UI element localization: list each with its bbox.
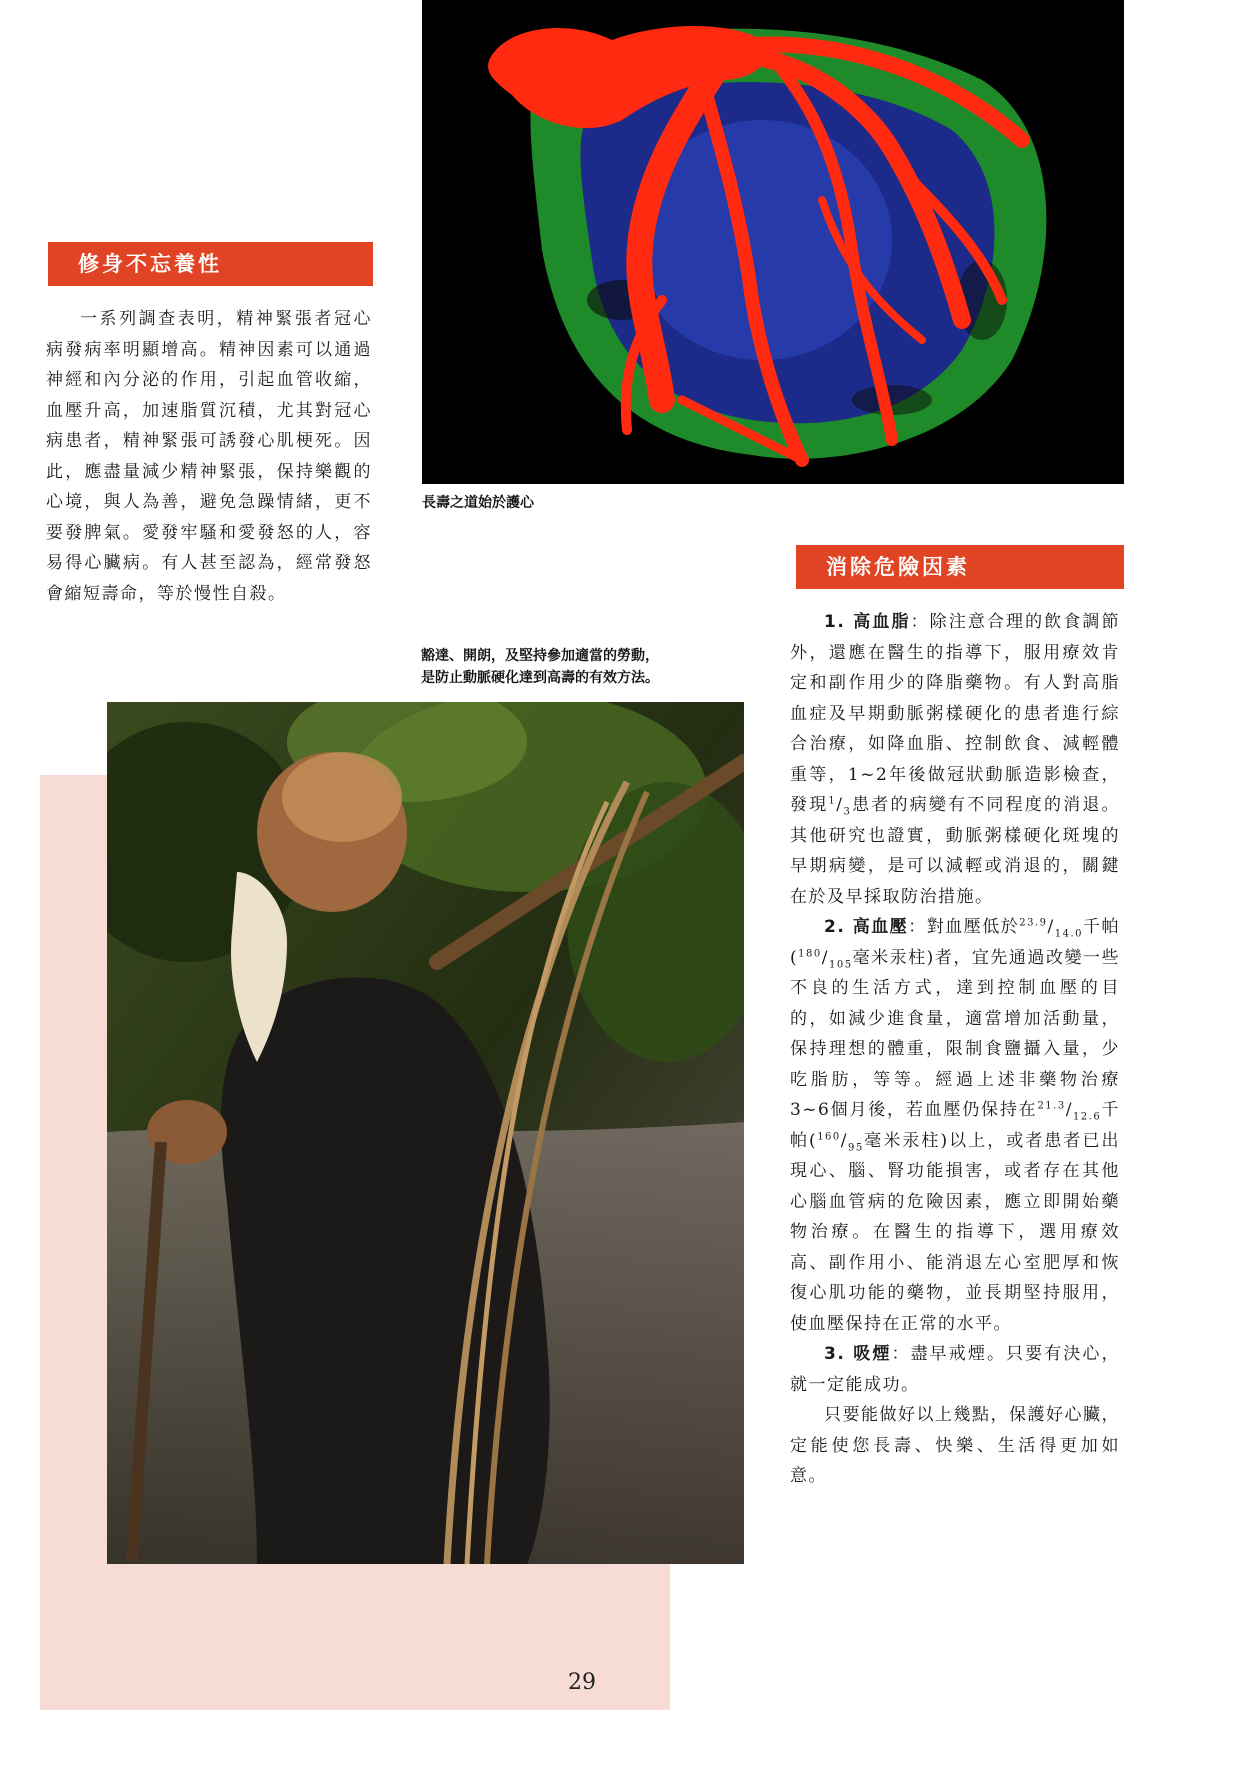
item1-fraction-denominator: 3 xyxy=(843,806,852,818)
item3-text: ：盡早戒煙。只要有決心，就一定能成功。 xyxy=(790,1344,1120,1395)
item1-label: 1. 高血脂 xyxy=(824,612,911,632)
right-body-text xyxy=(790,607,1120,1492)
item1-text-after: 患者的病變有不同程度的消退。其他研究也證實，動脈粥樣硬化斑塊的早期病變，是可以減輕或消退的，關鍵在於及早採取防治措施。 xyxy=(790,795,1121,907)
item2-mm2-denominator: 95 xyxy=(848,1141,864,1153)
item1-fraction-numerator: 1 xyxy=(828,795,837,807)
elderly-man-photo xyxy=(107,702,744,1564)
old-man-caption-line2: 是防止動脈硬化達到高壽的有效方法。 xyxy=(421,670,659,686)
left-body-text xyxy=(46,304,372,609)
item2-label: 2. 高血壓 xyxy=(824,917,909,937)
heart-image-caption: 長壽之道始於護心 xyxy=(422,495,534,511)
coronary-angiogram-image xyxy=(422,0,1124,484)
item2-unit-mm-2: 毫米汞柱 xyxy=(863,1130,941,1151)
item2-mm1-numerator: 180 xyxy=(798,947,822,959)
left-paragraph: 一系列調查表明，精神緊張者冠心病發病率明顯增高。精神因素可以通過神經和內分泌的作用，引起血管收縮，血壓升高，加速脂質沉積，尤其對冠心病患者，精神緊張可誘發心肌梗死。因此，應盡量減少精神緊張，保持樂觀的心境，與人為善，避免急躁情緒，更不要發脾氣。愛發牢騷和愛發怒的人，容易得心臟病。有人甚至認為，經常發怒會縮短壽命，等於慢性自殺。 xyxy=(46,309,372,604)
item-high-lipid: 1. 高血脂：除注意合理的飲食調節外，還應在醫生的指導下，服用療效肯定和副作用少的降脂藥物。有人對高脂血症及早期動脈粥樣硬化的患者進行綜合治療，如降血脂、控制飲食、減輕體重等，1~2年後做冠狀動脈造影檢查，發現$^1/_3$患者的病變有不同程度的消退。其他研究也證實，動脈粥樣硬化斑塊的早期病變，是可以減輕或消退的，關鍵在於及早採取防治措施。 xyxy=(790,612,1121,907)
item2-unit-mm: 毫米汞柱 xyxy=(852,947,927,968)
page-number: 29 xyxy=(568,1670,596,1695)
item2-mm1-denominator: 105 xyxy=(828,958,853,970)
section-title-cultivate: 修身不忘養性 xyxy=(48,242,373,286)
item-smoking xyxy=(790,1339,1120,1400)
item2-unit-kpa-2: 千帕 xyxy=(790,1100,1120,1151)
item2-mm2-numerator: 160 xyxy=(817,1130,841,1142)
item1-text: ：除注意合理的飲食調節外，還應在醫生的指導下，服用療效肯定和副作用少的降脂藥物。有人對高脂血症及早期動脈粥樣硬化的患者進行綜合治療，如降血脂、控制飲食、減輕體重等，1~2年後做冠狀動脈造影檢查，發現 xyxy=(790,612,1120,815)
closing-paragraph: 只要能做好以上幾點，保護好心臟，定能使您長壽、快樂、生活得更加如意。 xyxy=(790,1405,1120,1486)
item2-kpa1-numerator: 23.9 xyxy=(1019,917,1048,929)
old-man-caption xyxy=(421,645,751,689)
item2-unit-kpa: 千帕 xyxy=(1083,917,1121,937)
item-high-blood-pressure: 2. 高血壓：對血壓低於$^{23.9}/_{14.0}$千帕($^{180}/_{105}$毫米汞柱)者，宜先通過改變一些不良的生活方式，達到控制血壓的目的，如減少進食量，適當增加活動量，保持理想的體重，限制食鹽攝入量，少吃脂肪，等等。經過上述非藥物治療3~6個月後，若血壓仍保持在$^{21.3}/_{12.6}$千帕($^{160}/_{95}$毫米汞柱)以上，或者患者已出現心、腦、腎功能損害，或者存在其他心腦血管病的危險因素，應立即開始藥物治療。在醫生的指導下，選用療效高、副作用小、能消退左心室肥厚和恢復心肌功能的藥物，並長期堅持服用，使血壓保持在正常的水平。 xyxy=(790,917,1121,1334)
old-man-caption-line1: 豁達、開朗，及堅持參加適當的勞動， xyxy=(421,648,659,664)
item2-kpa1-denominator: 14.0 xyxy=(1054,928,1083,940)
item3-label: 3. 吸煙 xyxy=(824,1344,892,1364)
item2-kpa2-numerator: 21.3 xyxy=(1037,1100,1066,1112)
item2-text-a: ：對血壓低於 xyxy=(908,917,1020,937)
item2-text-b: 者，宜先通過改變一些不良的生活方式，達到控制血壓的目的，如減少進食量，適當增加活動量，保持理想的體重，限制食鹽攝入量，少吃脂肪，等等。經過上述非藥物治療3~6個月後，若血壓仍保持在 xyxy=(790,947,1121,1120)
item2-kpa2-denominator: 12.6 xyxy=(1072,1111,1102,1123)
section-title-eliminate-risks: 消除危險因素 xyxy=(796,545,1124,589)
item2-text-c: 以上，或者患者已出現心、腦、腎功能損害，或者存在其他心腦血管病的危險因素，應立即開始藥物治療。在醫生的指導下，選用療效高、副作用小、能消退左心室肥厚和恢復心肌功能的藥物，並長期堅持服用，使血壓保持在正常的水平。 xyxy=(790,1130,1121,1334)
